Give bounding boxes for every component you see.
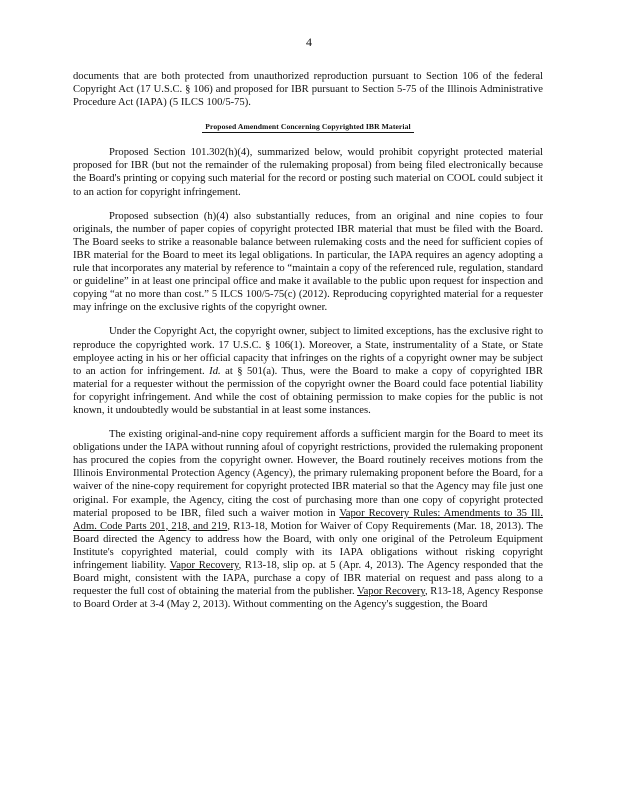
- section-heading-text: Proposed Amendment Concerning Copyrighted IBR Material: [202, 122, 413, 133]
- paragraph-4-text-a: The existing original-and-nine copy requirement affords a sufficient margin for the Board to meet its obligations under the IAPA without running afoul of copyright restrictions, provided the rulemaking proponent has procured the copies from the copyright owner. However, the Board routinely receives motions from the Illinois Environmental Protection Agency (Agency), the primary rulemaking proponent before the Board, for a waiver of the nine-copy requirement for copyright protected IBR material so that the Agency may file just one original. For example, the Agency, citing the cost of purchasing more than one copy of copyright protected material proposed to be IBR, filed such a waiver motion in: [73, 429, 543, 519]
- paragraph-4-text-d: , R13-18, Agency Response to Board Order at 3-4 (May 2, 2013). Without commenting on the Agency's suggestion, the Board: [73, 586, 543, 611]
- paragraph-4-text-b: , R13-18, Motion for Waiver of Copy Requirements (Mar. 18, 2013). The Board directed the Agency to address how the Board, with only one original of the Petroleum Equipment Institute's copyrighted material, could comply with its IAPA obligations without risking copyright infringement liability.: [73, 520, 544, 571]
- paragraph-4-text-c: , R13-18, slip op. at 5 (Apr. 4, 2013). The Agency responded that the Board might, consistent with the IAPA, purchase a copy of IBR material on request and pass along to a requester the full cost of obtaining the material from the publisher.: [73, 560, 543, 598]
- paragraph-2: Proposed subsection (h)(4) also substantially reduces, from an original and nine copies to four originals, the number of paper copies of copyright protected IBR material that must be filed with the Board. The Board seeks to strike a reasonable balance between rulemaking costs and the need for sufficient copies of IBR material for the Board to meet its legal obligations. In particular, the IAPA requires an agency adopting a rule that incorporates any material by reference to “maintain a copy of the referenced rule, regulation, standard or guideline” in at least one principal office and make it available to the public upon request for inspection and copying “at no more than cost.” 5 ILCS 100/5-75(c) (2012). Reproducing copyrighted material for a requester may infringe on the exclusive rights of the copyright owner.: [73, 210, 543, 314]
- case-title-vapor-recovery: Vapor Recovery: [169, 560, 239, 571]
- section-heading: [73, 122, 543, 131]
- case-title-vapor-recovery-2: Vapor Recovery: [357, 586, 425, 598]
- paragraph-4: [73, 428, 543, 611]
- case-title-vapor-recovery-rules: Vapor Recovery Rules: Amendments to 35 Ill. Adm. Code Parts 201, 218, and 219: [73, 507, 543, 532]
- paragraph-3-text-b: at § 501(a). Thus, were the Board to make a copy of copyrighted IBR material for a requester without the permission of the copyright owner the Board could face potential liability for copyright infringement. And while the cost of obtaining permission to make copies for the public is not known, it undoubtedly would be substantial in at least some instances.: [73, 365, 543, 416]
- paragraph-3: [73, 325, 543, 417]
- paragraph-continuation: documents that are both protected from unauthorized reproduction pursuant to Section 106 of the federal Copyright Act (17 U.S.C. § 106) and proposed for IBR pursuant to Section 5-75 of the Illinois Administrative Procedure Act (IAPA) (5 ILCS 100/5-75).: [73, 71, 543, 109]
- paragraph-3-text-a: Under the Copyright Act, the copyright owner, subject to limited exceptions, has the exclusive right to reproduce the copyrighted work. 17 U.S.C. § 106(1). Moreover, a State, instrumentality of a State, or State employee acting in his or her official capacity that infringes on the rights of a copyright owner may be subject to an action for infringement.: [73, 326, 543, 377]
- document-body: [73, 70, 543, 622]
- id-citation: Id.: [209, 365, 221, 377]
- paragraph-1: Proposed Section 101.302(h)(4), summarized below, would prohibit copyright protected material proposed for IBR (but not the remainder of the rulemaking proposal) from being filed electronically because the Board's printing or copying such material for the record or posting such material on COOL could subject it to an action for copyright infringement.: [73, 147, 543, 198]
- page-number: 4: [306, 35, 312, 49]
